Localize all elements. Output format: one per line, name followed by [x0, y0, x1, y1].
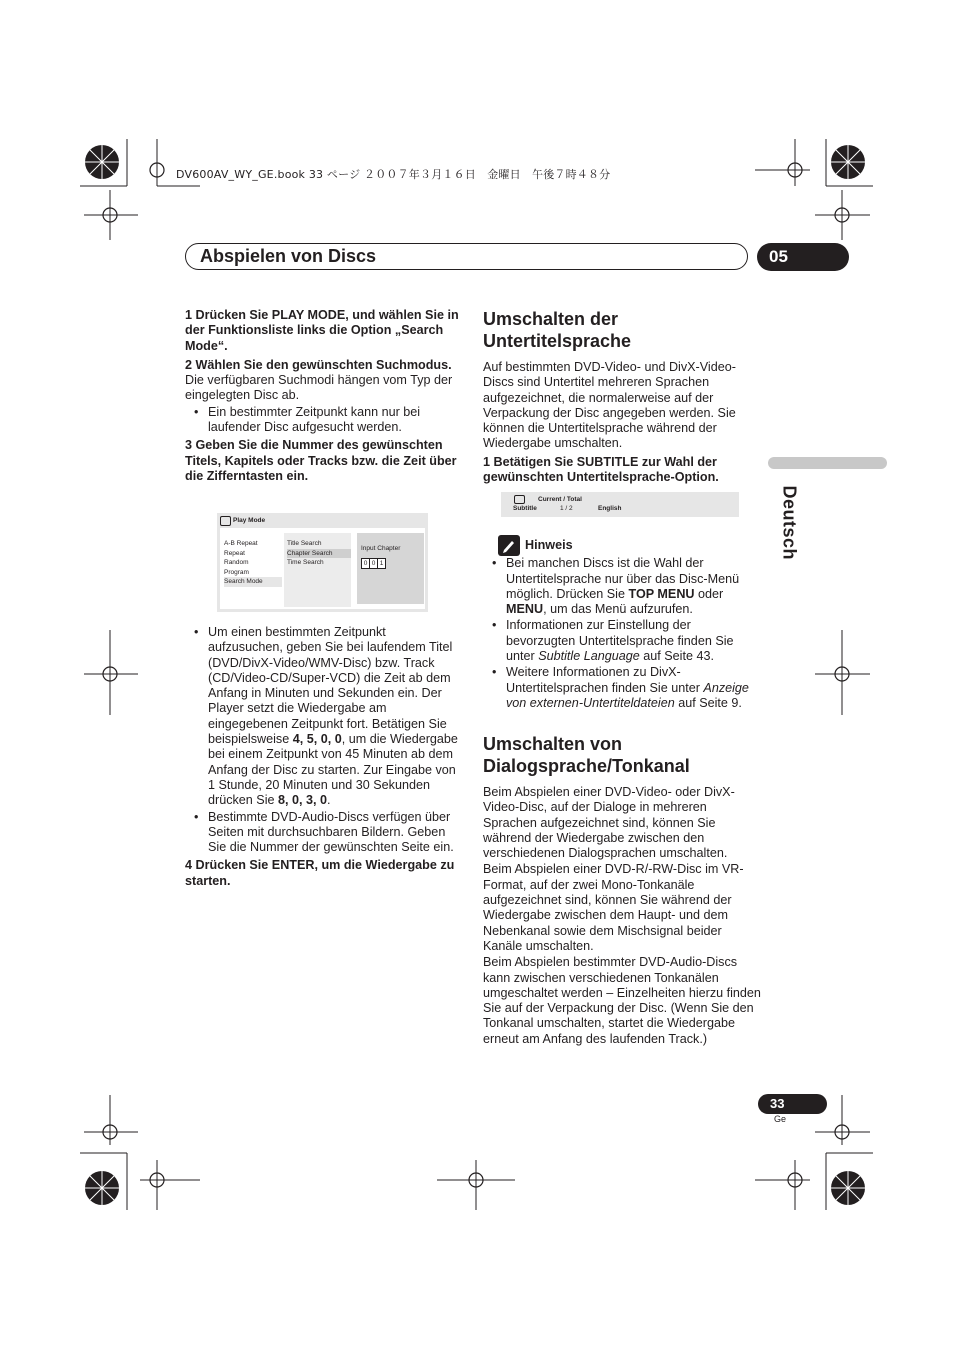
subtitle-language: English [598, 505, 622, 512]
play-mode-title: Play Mode [233, 517, 266, 525]
bullet-item: • Ein bestimmter Zeitpunkt kann nur bei laufender Disc aufgesucht werden. [185, 405, 460, 436]
play-mode-screen [217, 513, 428, 612]
note-title: Hinweis [525, 538, 573, 552]
step-3: 3 Geben Sie die Nummer des gewünschten Titels, Kapitels oder Tracks bzw. die Zeit über die Zifferntasten ein. [185, 438, 457, 483]
search-option-selected: Chapter Search [287, 549, 351, 559]
key-label: MENU [506, 602, 544, 617]
key-sequence: 4, 5, 0, 0 [292, 732, 342, 747]
subtitle-header: Current / Total [538, 496, 582, 503]
right-column-notes [483, 538, 758, 711]
paragraph: Beim Abspielen einer DVD-Video- oder DivX-Video-Disc, auf der Dialoge in mehreren Sprachen aufgezeichnet sind, können Sie während der Wiedergabe zwischen den verschiedenen Dialogsprachen umschalten. [483, 785, 735, 861]
bullet-item: • Um einen bestimmten Zeitpunkt aufzusuchen, geben Sie bei laufendem Titel (DVD/DivX-Video/WMV-Disc) bzw. Track (CD/Video-CD/Super-VCD) die Zeit ab dem Anfang in Minuten und Sekunden ein. Der Player setzt die Wiedergabe am eingegebenen Zeitpunkt fort. Betätigen Sie beispielsweise 4, 5, 0, 0, um die Wiedergabe bei einem Zeitpunkt von 45 Minuten ab dem Anfang der Disc zu starten. Zur Eingabe von 1 Stunde, 20 Minuten und 30 Sekunden drücken Sie 8, 0, 3, 0. [185, 625, 460, 809]
digit-box: 0 [370, 558, 378, 569]
language-code: Ge [774, 1114, 787, 1124]
left-column [185, 308, 460, 484]
note-item: • Informationen zur Einstellung der bevorzugten Untertitelsprache finden Sie unter Subtitle Language auf Seite 43. [483, 618, 758, 664]
paragraph: Beim Abspielen einer DVD-R/-RW-Disc im VR-Format, auf der zwei Mono-Tonkanäle aufgezeichnet sind, können Sie während der Wiedergabe zwischen dem Haupt- und dem Nebenkanal sowie dem Mischsignal beider Kanäle umschalten. [483, 862, 744, 953]
step-1: 1 Betätigen Sie SUBTITLE zur Wahl der gewünschten Untertitelsprache-Option. [483, 454, 719, 485]
subtitle-icon [514, 495, 525, 504]
bullet-item: • Bestimmte DVD-Audio-Discs verfügen über Seiten mit durchsuchbaren Bildern. Geben Sie die Nummer der gewünschten Seite ein. [185, 810, 460, 856]
subtitle-label: Subtitle [513, 505, 537, 512]
left-column-lower [185, 625, 460, 889]
right-column-lower [483, 733, 761, 1047]
digit-box: 1 [378, 558, 386, 569]
reference: Anzeige von externen-Untertiteldateien [506, 680, 749, 710]
subtitle-count: 1 / 2 [560, 505, 573, 512]
language-tab [768, 457, 887, 469]
menu-item: A-B Repeat [224, 540, 258, 547]
page-number: 33 [758, 1094, 827, 1114]
menu-item: Random [224, 559, 249, 566]
note-item: • Weitere Informationen zu DivX-Untertitelsprachen finden Sie unter Anzeige von externen-Untertiteldateien auf Seite 9. [483, 665, 758, 711]
reference: Subtitle Language [538, 649, 640, 664]
menu-item: Program [224, 568, 249, 576]
section-heading: Umschalten der Untertitelsprache [483, 309, 632, 351]
digit-box: 0 [361, 558, 370, 569]
input-digits [361, 558, 386, 569]
search-options [287, 539, 351, 568]
play-mode-menu [224, 539, 284, 587]
key-sequence: 8, 0, 3, 0 [278, 793, 328, 808]
play-mode-icon [220, 516, 231, 526]
search-option: Title Search [287, 540, 322, 547]
menu-item-selected: Search Mode [224, 577, 282, 587]
input-label: Input Chapter [361, 545, 401, 552]
subtitle-screen [501, 492, 739, 517]
step-1: 1 Drücken Sie PLAY MODE, und wählen Sie in der Funktionsliste links die Option „Search Mode“. [185, 308, 459, 353]
step-2: 2 Wählen Sie den gewünschten Suchmodus. [185, 357, 452, 372]
step-4: 4 Drücken Sie ENTER, um die Wiedergabe zu starten. [185, 858, 455, 888]
step-2-text: Die verfügbaren Suchmodi hängen vom Typ der eingelegten Disc ab. [185, 373, 453, 403]
section-heading: Umschalten von Dialogsprache/Tonkanal [483, 734, 690, 776]
paragraph: Beim Abspielen bestimmter DVD-Audio-Discs kann zwischen verschiedenen Tonkanälen umgeschaltet werden – Einzelheiten hierzu finden Sie auf der Verpackung der Disc. (Wenn Sie den Tonkanal umschalten, startet die Wiedergabe erneut am Anfang des laufenden Track.) [483, 955, 761, 1046]
search-option: Time Search [287, 559, 324, 566]
right-column [483, 308, 758, 485]
paragraph: Auf bestimmten DVD-Video- und DivX-Video-Discs sind Untertitel mehreren Sprachen aufgezeichnet, die normalerweise auf der Verpackung der Disc angegeben werden. Sie können die Untertitelsprache während der Wiedergabe umschalten. [483, 360, 736, 451]
page-title: Abspielen von Discs [200, 246, 377, 266]
file-info: DV600AV_WY_GE.book 33 ページ ２００７年３月１６日 金曜日 午後７時４８分 [176, 168, 611, 181]
note-item: • Bei manchen Discs ist die Wahl der Untertitelsprache nur über das Disc-Menü möglich. Drücken Sie TOP MENU oder MENU, um das Menü aufzurufen. [483, 556, 758, 617]
language-label: Deutsch [779, 485, 800, 561]
key-label: TOP MENU [628, 586, 695, 601]
chapter-badge: 05 [757, 243, 849, 271]
menu-item: Repeat [224, 549, 245, 557]
